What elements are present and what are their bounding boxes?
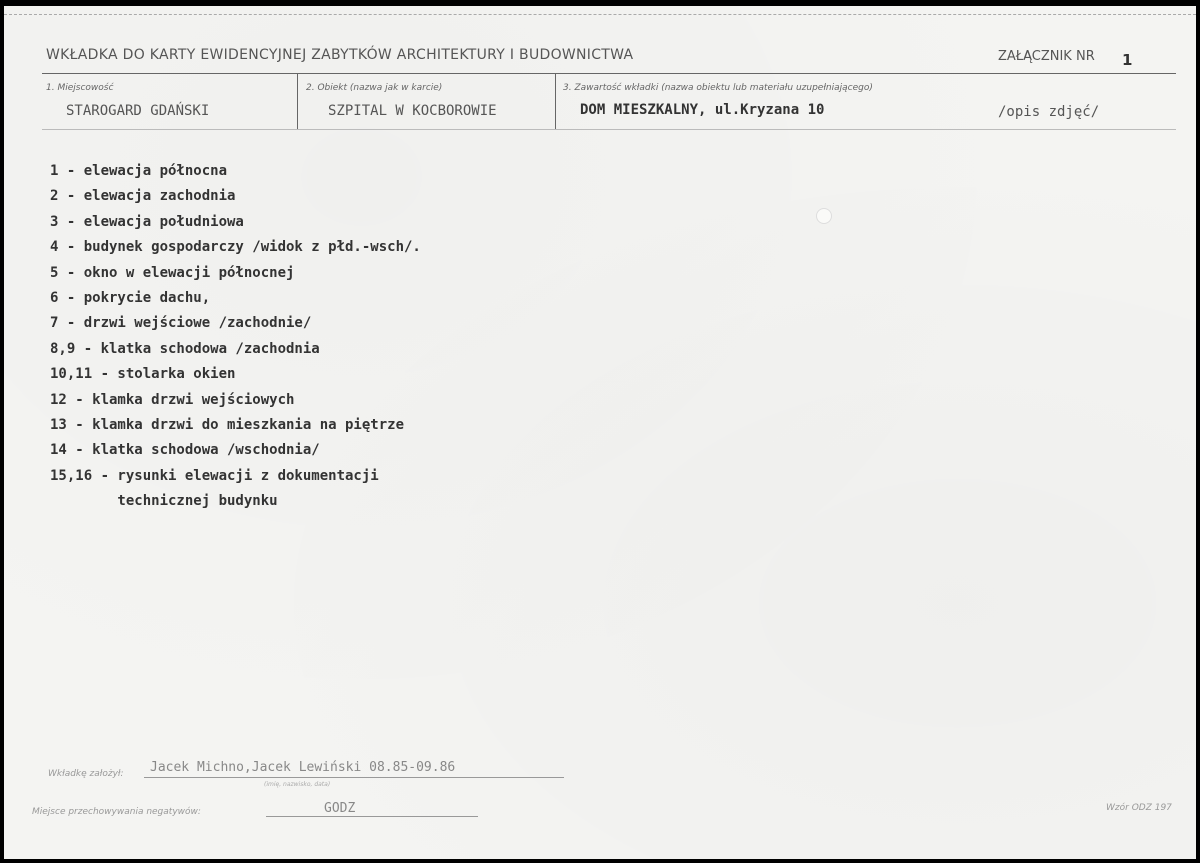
field-divider-1 (297, 73, 298, 129)
negatives-underline (266, 816, 478, 817)
list-item: 14 - klatka schodowa /wschodnia/ (50, 442, 320, 459)
top-perforation (4, 14, 1196, 15)
list-item: 7 - drzwi wejściowe /zachodnie/ (50, 315, 312, 332)
fields-bottom-line (42, 129, 1176, 130)
list-item: 1 - elewacja północna (50, 163, 228, 179)
list-item: 13 - klamka drzwi do mieszkania na piętrze (50, 416, 405, 433)
photo-list (50, 159, 421, 514)
location-value: STAROGARD GDAŃSKI (66, 103, 210, 119)
annex-number: 1 (1122, 51, 1133, 69)
list-item: 8,9 - klatka schodowa /zachodnia (50, 340, 320, 357)
compiled-by-underline (144, 777, 564, 778)
compiled-by-value: Jacek Michno,Jacek Lewiński 08.85-09.86 (150, 760, 456, 775)
compiled-by-sublabel: (imię, nazwisko, data) (264, 781, 331, 788)
list-item: 2 - elewacja zachodnia (50, 188, 236, 205)
object-label: 2. Obiekt (nazwa jak w karcie) (306, 83, 443, 93)
compiled-by-label: Wkładkę założył: (48, 769, 124, 779)
negatives-label: Miejsce przechowywania negatywów: (32, 807, 201, 817)
content-value: DOM MIESZKALNY, ul.Kryzana 10 (580, 102, 825, 118)
content-label: 3. Zawartość wkładki (nazwa obiektu lub materiału uzupełniającego) (563, 83, 873, 93)
field-divider-2 (555, 73, 556, 129)
form-code: Wzór ODZ 197 (1106, 803, 1172, 813)
location-label: 1. Miejscowość (46, 83, 114, 93)
list-item: 4 - budynek gospodarczy /widok z płd.-wsch/. (50, 239, 421, 256)
annex-label: ZAŁĄCZNIK NR (998, 49, 1095, 64)
list-item: 6 - pokrycie dachu, (50, 289, 211, 306)
paper-speck (816, 208, 832, 224)
list-item: 12 - klamka drzwi wejściowych (50, 391, 295, 408)
form-title: WKŁADKA DO KARTY EWIDENCYJNEJ ZABYTKÓW ARCHITEKTURY I BUDOWNICTWA (46, 47, 634, 63)
document-sheet (4, 6, 1196, 859)
content-note: /opis zdjęć/ (998, 104, 1100, 120)
header-divider (42, 73, 1176, 74)
list-item: 5 - okno w elewacji północnej (50, 264, 295, 281)
object-value: SZPITAL W KOCBOROWIE (328, 103, 497, 119)
list-item: 10,11 - stolarka okien (50, 366, 236, 383)
negatives-value: GODZ (324, 801, 356, 816)
list-item: 15,16 - rysunki elewacji z dokumentacji (50, 467, 379, 484)
list-item: technicznej budynku (50, 493, 278, 510)
list-item: 3 - elewacja południowa (50, 213, 244, 230)
